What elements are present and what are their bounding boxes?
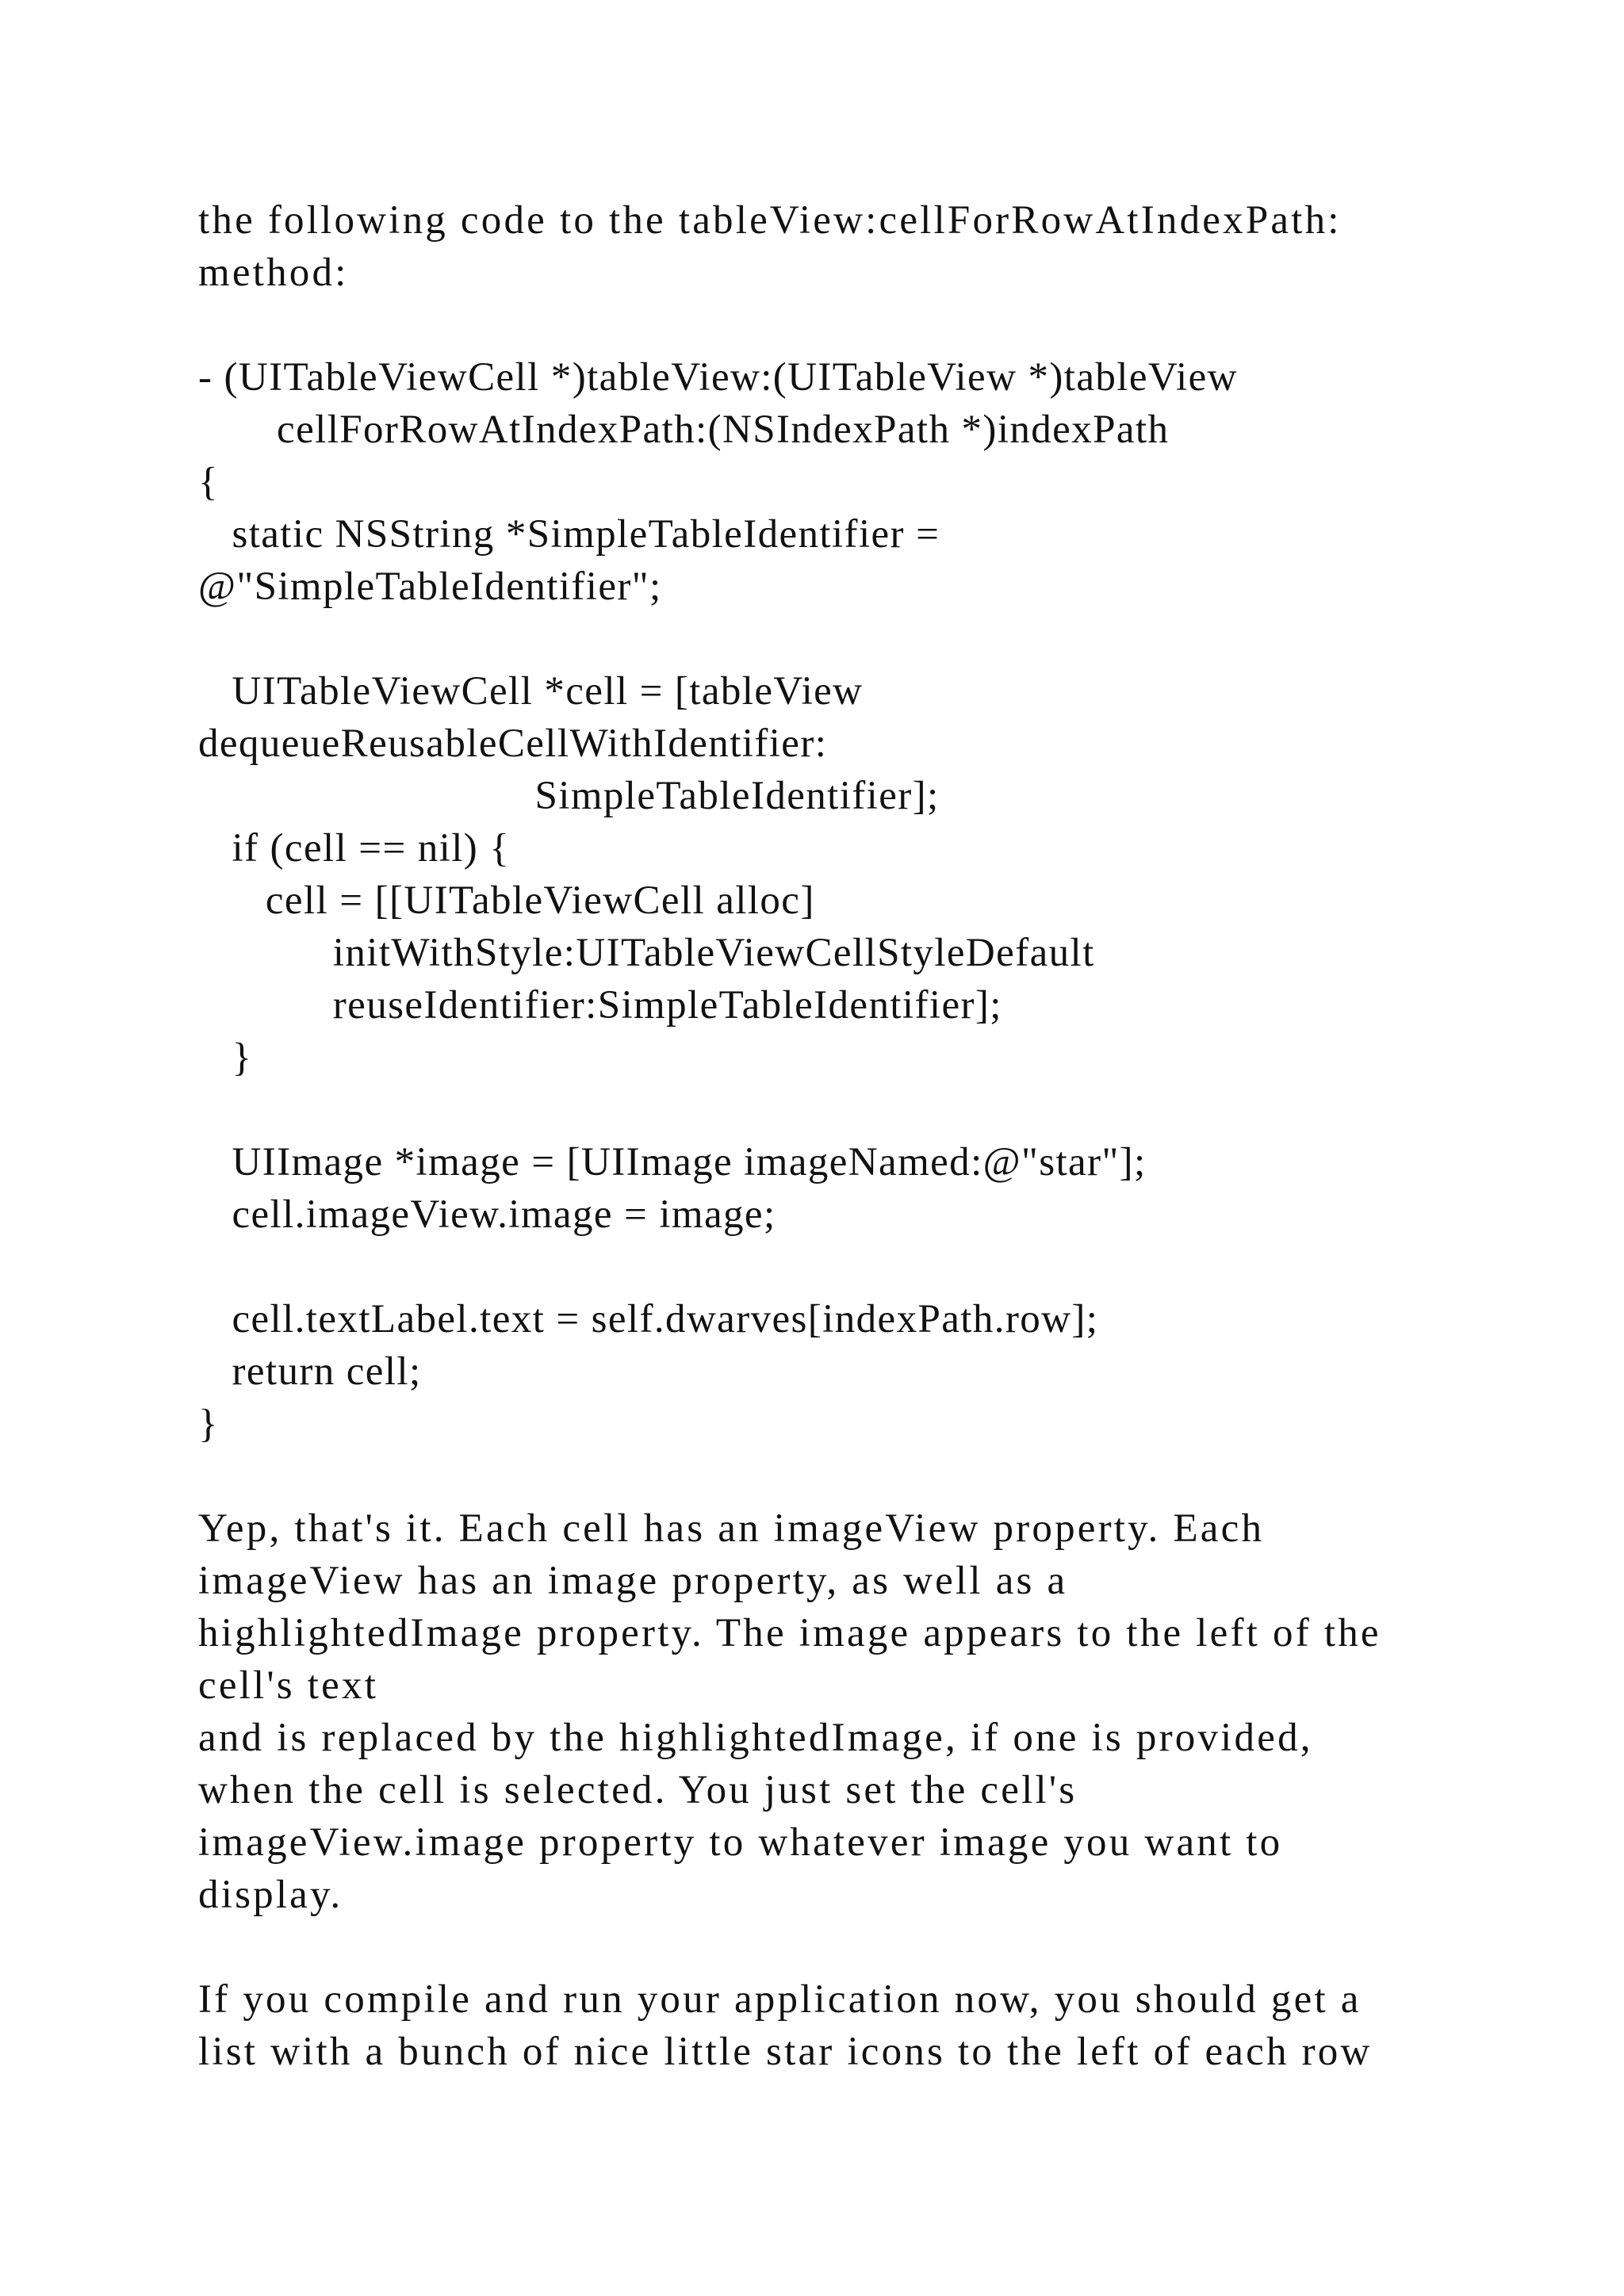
paragraph-line: list with a bunch of nice little star icons to the left of each row	[198, 2030, 1373, 2074]
code-line: return cell;	[198, 1349, 422, 1394]
code-line: UITableViewCell *cell = [tableView	[198, 669, 864, 714]
intro-line: method:	[198, 251, 349, 295]
code-line: cell = [[UITableViewCell alloc]	[198, 878, 815, 923]
code-line: dequeueReusableCellWithIdentifier:	[198, 721, 828, 766]
paragraph-line: and is replaced by the highlightedImage, if one is provided,	[198, 1716, 1313, 1760]
paragraph-line: Yep, that's it. Each cell has an imageView property. Each	[198, 1506, 1265, 1551]
paragraph-line: imageView has an image property, as well as a	[198, 1559, 1068, 1603]
code-line: - (UITableViewCell *)tableView:(UITableView *)tableView	[198, 355, 1238, 400]
paragraph-line: when the cell is selected. You just set the cell's	[198, 1768, 1078, 1812]
paragraph-line: imageView.image property to whatever image you want to	[198, 1820, 1283, 1865]
code-line: }	[198, 1035, 253, 1080]
paragraph-line: cell's text	[198, 1663, 379, 1708]
code-line: cell.imageView.image = image;	[198, 1192, 776, 1237]
paragraph-line: display.	[198, 1873, 343, 1917]
code-line: static NSString *SimpleTableIdentifier =	[198, 512, 940, 557]
code-line: cell.textLabel.text = self.dwarves[indexPath.row];	[198, 1297, 1099, 1341]
code-line: UIImage *image = [UIImage imageNamed:@"star"];	[198, 1140, 1147, 1184]
code-line: }	[198, 1402, 219, 1446]
code-line: cellForRowAtIndexPath:(NSIndexPath *)indexPath	[198, 408, 1170, 452]
paragraph-line: If you compile and run your application now, you should get a	[198, 1977, 1362, 2022]
intro-line: the following code to the tableView:cellForRowAtIndexPath:	[198, 198, 1342, 243]
code-line: @"SimpleTableIdentifier";	[198, 564, 662, 609]
code-line: initWithStyle:UITableViewCellStyleDefault	[198, 931, 1095, 975]
paragraph-line: highlightedImage property. The image appears to the left of the	[198, 1611, 1381, 1655]
code-line: reuseIdentifier:SimpleTableIdentifier];	[198, 983, 1002, 1027]
code-line: {	[198, 460, 219, 504]
code-line: SimpleTableIdentifier];	[198, 774, 940, 818]
code-line: if (cell == nil) {	[198, 826, 511, 871]
